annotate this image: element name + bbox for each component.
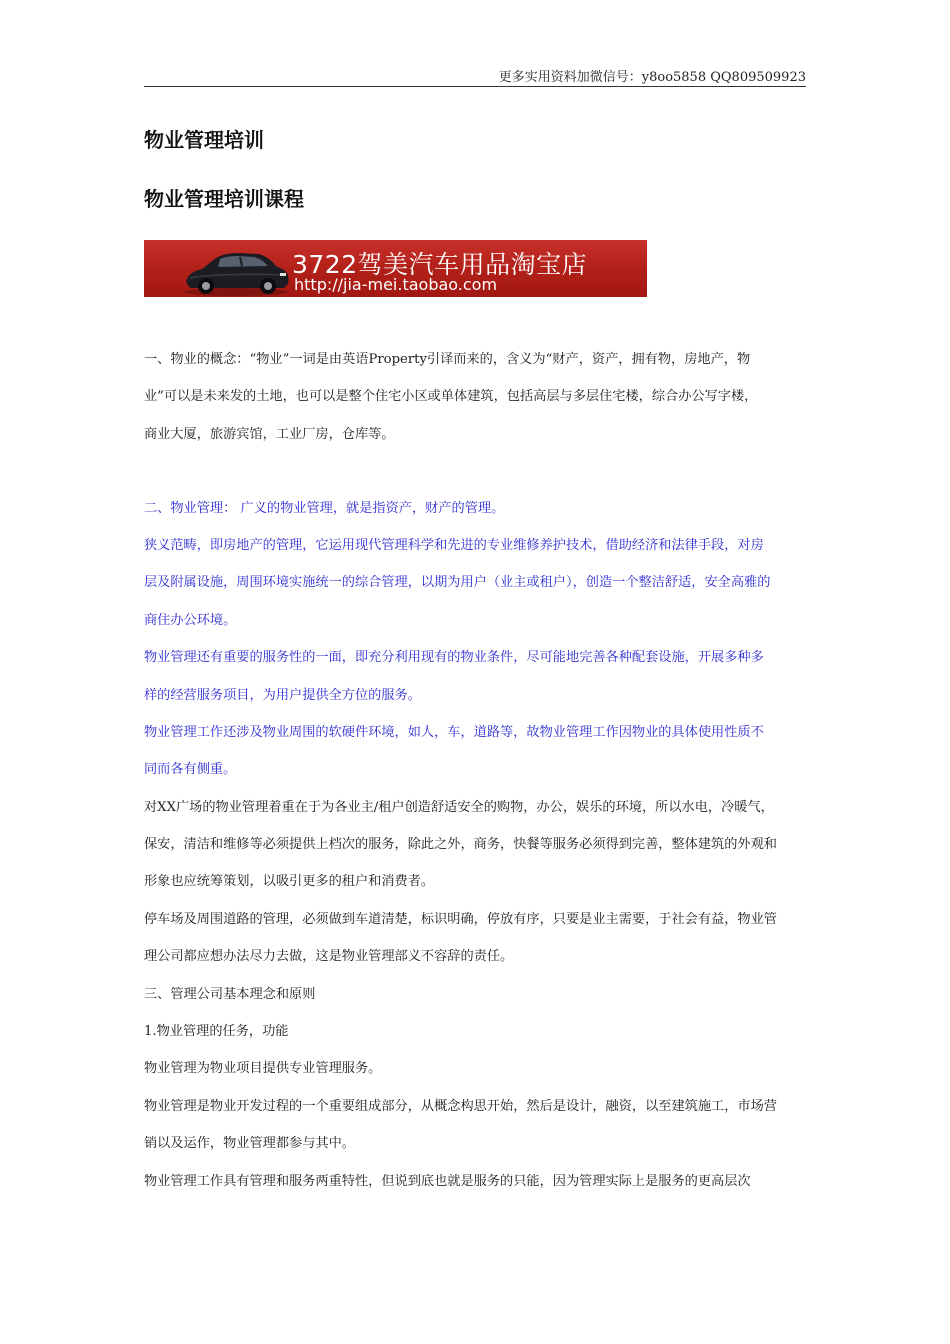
shop-banner[interactable] (144, 240, 647, 297)
paragraph-line: 狭义范畴，即房地产的管理，它运用现代管理科学和先进的专业维修养护技术，借助经济和法律手段，对房 (144, 538, 764, 553)
car-image (180, 242, 292, 297)
document-title: 物业管理培训 (144, 128, 264, 152)
paragraph-line: 业”可以是未来发的土地，也可以是整个住宅小区或单体建筑，包括高层与多层住宅楼，综合办公写字楼， (144, 389, 758, 404)
section-heading: 三、管理公司基本理念和原则 (144, 987, 316, 1002)
document-subtitle: 物业管理培训课程 (144, 187, 304, 211)
paragraph-line: 物业管理是物业开发过程的一个重要组成部分，从概念构思开始，然后是设计，融资，以至建筑施工，市场营 (144, 1099, 777, 1114)
paragraph-line: 层及附属设施，周围环境实施统一的综合管理，以期为用户（业主或租户），创造一个整洁舒适，安全高雅的 (144, 575, 771, 590)
banner-url[interactable]: http://jia-mei.taobao.com (294, 275, 498, 294)
paragraph-line: 对XX广场的物业管理着重在于为各业主/租户创造舒适安全的购物，办公，娱乐的环境，所以水电，冷暖气， (144, 800, 774, 815)
paragraph-line: 保安，清洁和维修等必须提供上档次的服务，除此之外，商务，快餐等服务必须得到完善，整体建筑的外观和 (144, 837, 777, 852)
header-contact-text: 更多实用资料加微信号：y8oo5858 QQ809509923 (498, 70, 806, 85)
paragraph-line: 商住办公环境。 (144, 613, 237, 628)
paragraph-line: 销以及运作，物业管理都参与其中。 (144, 1136, 355, 1151)
paragraph-line: 样的经营服务项目，为用户提供全方位的服务。 (144, 688, 421, 703)
paragraph-line: 物业管理工作具有管理和服务两重特性，但说到底也就是服务的只能，因为管理实际上是服务的更高层次 (144, 1174, 751, 1189)
page-header (144, 62, 806, 87)
paragraph-line: 物业管理为物业项目提供专业管理服务。 (144, 1061, 382, 1076)
paragraph-line: 同而各有侧重。 (144, 762, 237, 777)
paragraph-line: 物业管理还有重要的服务性的一面，即充分利用现有的物业条件，尽可能地完善各种配套设施，开展多种多 (144, 650, 764, 665)
paragraph-line: 理公司都应想办法尽力去做，这是物业管理部义不容辞的责任。 (144, 949, 514, 964)
banner-title: 3722驾美汽车用品淘宝店 (292, 250, 588, 279)
paragraph-line: 二、物业管理： 广义的物业管理，就是指资产，财产的管理。 (144, 501, 505, 516)
subsection-heading: 1.物业管理的任务，功能 (144, 1024, 289, 1039)
paragraph-line: 商业大厦，旅游宾馆，工业厂房，仓库等。 (144, 427, 395, 442)
paragraph-line: 形象也应统筹策划，以吸引更多的租户和消费者。 (144, 874, 435, 889)
paragraph-line: 一、物业的概念：“物业”一词是由英语Property引译而来的，含义为“财产，资产，拥有物，房地产，物 (144, 352, 751, 367)
paragraph-line: 物业管理工作还涉及物业周围的软硬件环境，如人，车，道路等，故物业管理工作因物业的具体使用性质不 (144, 725, 764, 740)
paragraph-line: 停车场及周围道路的管理，必须做到车道清楚，标识明确，停放有序，只要是业主需要，于社会有益，物业管 (144, 912, 777, 927)
